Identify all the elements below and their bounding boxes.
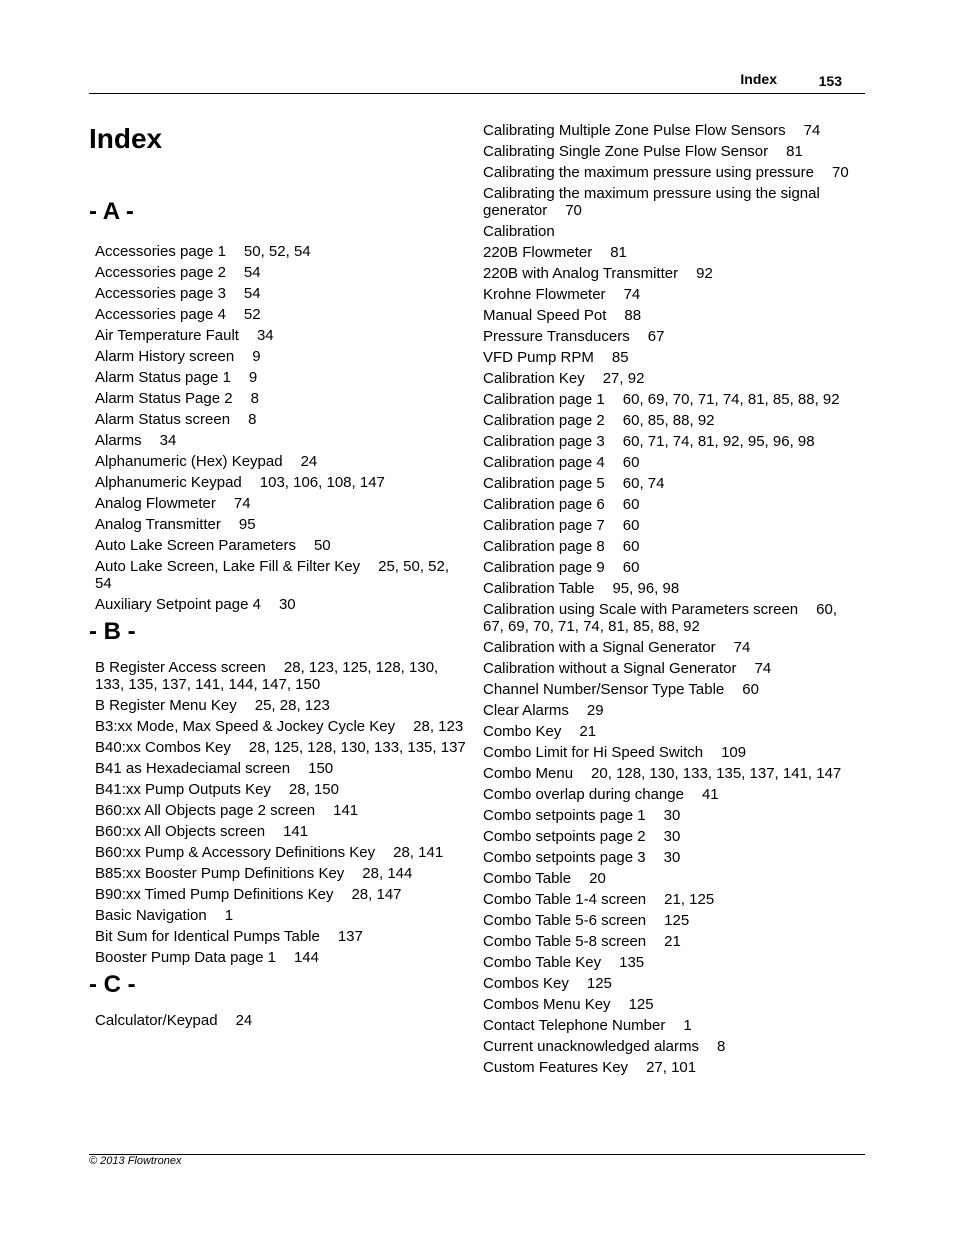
index-entry <box>89 844 467 861</box>
entry-term: 220B Flowmeter <box>483 244 593 261</box>
entry-page-refs[interactable]: 74 <box>733 639 751 656</box>
entry-page-refs[interactable]: 54 <box>243 264 261 281</box>
entry-term: Auto Lake Screen Parameters <box>95 537 296 554</box>
entry-term: B3:xx Mode, Max Speed & Jockey Cycle Key <box>95 718 396 735</box>
entry-page-refs[interactable]: 95 <box>238 516 256 533</box>
entry-term: VFD Pump RPM <box>483 349 594 366</box>
entry-term: Combo Menu <box>483 765 574 782</box>
entry-term: Contact Telephone Number <box>483 1017 666 1034</box>
index-entry <box>483 681 861 698</box>
index-entry <box>483 807 861 824</box>
index-entry <box>89 760 467 777</box>
index-entry <box>89 718 467 735</box>
entry-term: Calibrating the maximum pressure using the signal generator <box>483 185 820 219</box>
index-entry <box>89 390 467 407</box>
entry-page-refs[interactable]: 60 <box>622 517 640 534</box>
index-entry <box>483 143 861 160</box>
entry-page-refs[interactable]: 9 <box>248 369 258 386</box>
entry-term: B Register Access screen <box>95 659 266 676</box>
entry-page-refs[interactable]: 24 <box>235 1012 253 1029</box>
entry-term: Air Temperature Fault <box>95 327 239 344</box>
entry-page-refs[interactable]: 125 <box>664 912 690 929</box>
entry-page-refs[interactable]: 74 <box>233 495 251 512</box>
entry-term: Calibration with a Signal Generator <box>483 639 716 656</box>
entry-page-refs[interactable]: 74 <box>754 660 772 677</box>
entry-term: Channel Number/Sensor Type Table <box>483 681 725 698</box>
index-entry <box>483 538 861 555</box>
entry-term: Accessories page 4 <box>95 306 226 323</box>
index-entry <box>89 697 467 714</box>
entry-term: Alphanumeric Keypad <box>95 474 242 491</box>
index-entry <box>483 870 861 887</box>
entry-term: Analog Transmitter <box>95 516 221 533</box>
index-entry <box>89 495 467 512</box>
index-entry <box>483 702 861 719</box>
entry-term: Bit Sum for Identical Pumps Table <box>95 928 320 945</box>
entry-page-refs[interactable]: 50, 52, 54 <box>243 243 311 260</box>
entry-term: Combo overlap during change <box>483 786 684 803</box>
entry-term: Alarm Status Page 2 <box>95 390 233 407</box>
entry-term: Current unacknowledged alarms <box>483 1038 699 1055</box>
entry-page-refs[interactable]: 28, 125, 128, 130, 133, 135, 137 <box>248 739 466 756</box>
entry-term: Alarms <box>95 432 142 449</box>
entry-term: Calibration Key <box>483 370 585 387</box>
index-entry <box>89 516 467 533</box>
index-entry <box>483 1038 861 1055</box>
entry-term: B90:xx Timed Pump Definitions Key <box>95 886 334 903</box>
entry-term: Krohne Flowmeter <box>483 286 606 303</box>
entry-term: Accessories page 2 <box>95 264 226 281</box>
index-entry <box>89 264 467 281</box>
index-entry <box>483 954 861 971</box>
entry-term: 220B with Analog Transmitter <box>483 265 679 282</box>
index-entry <box>483 185 861 219</box>
index-entry <box>483 660 861 677</box>
index-entry <box>483 122 861 139</box>
index-entry <box>89 739 467 756</box>
entry-page-refs[interactable]: 9 <box>252 348 261 365</box>
index-entry <box>483 164 861 181</box>
index-entry <box>483 975 861 992</box>
entry-term: Calibration page 3 <box>483 433 605 450</box>
index-entry <box>483 765 861 782</box>
entry-page-refs[interactable]: 29 <box>586 702 604 719</box>
entry-term: Clear Alarms <box>483 702 569 719</box>
entry-page-refs[interactable]: 81 <box>786 143 803 160</box>
entry-term: Booster Pump Data page 1 <box>95 949 276 966</box>
index-entry <box>89 949 467 966</box>
index-entry <box>483 391 861 408</box>
section-heading-c: - C - <box>89 971 136 998</box>
entry-page-refs[interactable]: 81 <box>610 244 627 261</box>
entry-page-refs[interactable]: 141 <box>333 802 359 819</box>
entry-term: Combo setpoints page 2 <box>483 828 646 845</box>
entry-term: Calibration page 2 <box>483 412 605 429</box>
index-entry <box>483 1017 861 1034</box>
index-entry <box>483 454 861 471</box>
index-entry <box>89 596 467 613</box>
entry-term: B60:xx Pump & Accessory Definitions Key <box>95 844 376 861</box>
entry-term: Combo Table <box>483 870 572 887</box>
entry-term: Analog Flowmeter <box>95 495 216 512</box>
entry-page-refs[interactable]: 74 <box>623 286 641 303</box>
entry-page-refs[interactable]: 8 <box>716 1038 726 1055</box>
entry-page-refs[interactable]: 25, 28, 123 <box>254 697 330 714</box>
entry-page-refs[interactable]: 34 <box>159 432 177 449</box>
entry-page-refs[interactable]: 21 <box>579 723 597 740</box>
entry-term: Accessories page 1 <box>95 243 226 260</box>
entry-term: Calibration <box>483 223 555 240</box>
entry-term: Calibrating Multiple Zone Pulse Flow Sensors <box>483 122 786 139</box>
entry-page-refs[interactable]: 60, 71, 74, 81, 92, 95, 96, 98 <box>622 433 815 450</box>
entry-term: Accessories page 3 <box>95 285 226 302</box>
entry-term: B60:xx All Objects screen <box>95 823 266 840</box>
entry-page-refs[interactable]: 60, 85, 88, 92 <box>622 412 715 429</box>
page-footer <box>89 1154 865 1167</box>
index-entry <box>89 1012 467 1029</box>
entry-page-refs[interactable]: 27, 92 <box>602 370 645 387</box>
entry-term: B41 as Hexadeciamal screen <box>95 760 291 777</box>
index-entry <box>89 823 467 840</box>
index-entry <box>483 933 861 950</box>
index-entry <box>89 928 467 945</box>
entry-term: B85:xx Booster Pump Definitions Key <box>95 865 345 882</box>
entry-page-refs[interactable]: 21, 125 <box>664 891 715 908</box>
entry-term: Combo setpoints page 1 <box>483 807 646 824</box>
entry-page-refs[interactable]: 28, 144 <box>362 865 413 882</box>
entry-page-refs[interactable]: 28, 123 <box>413 718 464 735</box>
entry-term: B40:xx Combos Key <box>95 739 231 756</box>
entry-page-refs[interactable]: 60 <box>622 538 640 555</box>
entry-term: Combo Limit for Hi Speed Switch <box>483 744 704 761</box>
entry-page-refs[interactable]: 135 <box>619 954 645 971</box>
index-entry <box>89 781 467 798</box>
index-subentry <box>483 244 861 261</box>
entry-term: Calibration page 8 <box>483 538 605 555</box>
entry-term: Calibration page 6 <box>483 496 605 513</box>
index-entry <box>89 306 467 323</box>
entry-page-refs[interactable]: 28, 123, 125, 128, 130, 133, 135, 137, 141, 144, 147, 150 <box>95 659 439 693</box>
entry-term: Combo Table Key <box>483 954 602 971</box>
entry-term: Alarm History screen <box>95 348 235 365</box>
entry-page-refs[interactable]: 70 <box>831 164 849 181</box>
entry-page-refs[interactable]: 30 <box>663 828 681 845</box>
entry-term: Alarm Status screen <box>95 411 231 428</box>
index-entry <box>89 243 467 260</box>
entry-term: Combo setpoints page 3 <box>483 849 646 866</box>
entry-term: Calibration page 9 <box>483 559 605 576</box>
entry-term: Combos Key <box>483 975 569 992</box>
header-title: Index <box>740 71 777 87</box>
index-entry <box>483 723 861 740</box>
entry-term: Combo Key <box>483 723 562 740</box>
entry-page-refs[interactable]: 60 <box>622 496 640 513</box>
entry-page-refs[interactable]: 30 <box>278 596 296 613</box>
entry-page-refs[interactable]: 144 <box>293 949 319 966</box>
entry-page-refs[interactable]: 24 <box>300 453 318 470</box>
page-header <box>89 70 865 94</box>
entry-term: Auto Lake Screen, Lake Fill & Filter Key <box>95 558 361 575</box>
entry-term: B Register Menu Key <box>95 697 237 714</box>
entry-page-refs[interactable]: 74 <box>803 122 821 139</box>
index-entry <box>483 996 861 1013</box>
entry-page-refs[interactable]: 1 <box>224 907 234 924</box>
entry-term: B60:xx All Objects page 2 screen <box>95 802 316 819</box>
index-subentry <box>483 328 861 345</box>
entry-term: Calibration page 4 <box>483 454 605 471</box>
index-entry <box>89 537 467 554</box>
index-column-left <box>89 122 467 1033</box>
index-entry <box>483 412 861 429</box>
entry-page-refs[interactable]: 20, 128, 130, 133, 135, 137, 141, 147 <box>591 765 842 782</box>
index-entry <box>483 828 861 845</box>
entry-page-refs[interactable]: 34 <box>256 327 274 344</box>
entry-page-refs[interactable]: 85 <box>611 349 629 366</box>
entry-page-refs[interactable]: 30 <box>663 807 681 824</box>
entry-term: B41:xx Pump Outputs Key <box>95 781 271 798</box>
index-entry <box>89 369 467 386</box>
index-entry <box>483 433 861 450</box>
entry-page-refs[interactable]: 150 <box>308 760 334 777</box>
entry-page-refs[interactable]: 141 <box>283 823 309 840</box>
index-entry <box>483 496 861 513</box>
index-entry <box>89 432 467 449</box>
entry-page-refs[interactable]: 21 <box>664 933 681 950</box>
entry-page-refs[interactable]: 1 <box>683 1017 692 1034</box>
entry-term: Auxiliary Setpoint page 4 <box>95 596 261 613</box>
entry-term: Combo Table 1-4 screen <box>483 891 647 908</box>
index-entry <box>483 639 861 656</box>
index-entry <box>89 558 467 592</box>
index-entry <box>89 659 467 693</box>
entry-term: Calibrating the maximum pressure using pressure <box>483 164 814 181</box>
index-entry <box>89 802 467 819</box>
entry-page-refs[interactable]: 25, 50, 52, 54 <box>95 558 450 592</box>
index-entry <box>483 475 861 492</box>
index-column-right <box>483 122 861 1080</box>
entry-page-refs[interactable]: 67 <box>647 328 665 345</box>
entry-term: Calibration using Scale with Parameters screen <box>483 601 799 618</box>
index-entry <box>89 411 467 428</box>
entry-page-refs[interactable]: 92 <box>696 265 713 282</box>
entry-page-refs[interactable]: 125 <box>586 975 612 992</box>
entry-page-refs[interactable]: 8 <box>250 390 259 407</box>
section-heading-a: - A - <box>89 198 134 225</box>
entry-term: Calibration page 1 <box>483 391 605 408</box>
entry-page-refs[interactable]: 125 <box>628 996 654 1013</box>
entry-term: Combo Table 5-8 screen <box>483 933 647 950</box>
index-entry <box>483 912 861 929</box>
entry-page-refs[interactable]: 137 <box>337 928 363 945</box>
index-entry <box>89 348 467 365</box>
entry-term: Alarm Status page 1 <box>95 369 231 386</box>
page-title: Index <box>89 123 163 154</box>
entry-term: Basic Navigation <box>95 907 207 924</box>
index-entry <box>483 744 861 761</box>
entry-page-refs[interactable]: 28, 141 <box>393 844 444 861</box>
index-subentry <box>483 265 861 282</box>
entry-page-refs[interactable]: 60 <box>742 681 759 698</box>
entry-page-refs[interactable]: 54 <box>243 285 261 302</box>
entry-term: Manual Speed Pot <box>483 307 607 324</box>
entry-term: Calibration page 5 <box>483 475 605 492</box>
index-entry <box>89 453 467 470</box>
index-entry <box>483 517 861 534</box>
entry-page-refs[interactable]: 60, 69, 70, 71, 74, 81, 85, 88, 92 <box>622 391 840 408</box>
entry-page-refs[interactable]: 52 <box>243 306 261 323</box>
index-subentry <box>483 307 861 324</box>
entry-page-refs[interactable]: 41 <box>701 786 719 803</box>
entry-term: Custom Features Key <box>483 1059 629 1076</box>
index-entry <box>483 370 861 387</box>
entry-page-refs[interactable]: 60 <box>622 559 640 576</box>
entry-page-refs[interactable]: 88 <box>624 307 642 324</box>
entry-page-refs[interactable]: 60, 67, 69, 70, 71, 74, 81, 85, 88, 92 <box>483 601 838 635</box>
entry-page-refs[interactable]: 28, 147 <box>351 886 402 903</box>
index-entry <box>483 601 861 635</box>
index-entry <box>483 223 861 240</box>
entry-term: Combo Table 5-6 screen <box>483 912 647 929</box>
index-entry <box>89 907 467 924</box>
entry-term: Calibration Table <box>483 580 595 597</box>
index-entry <box>483 786 861 803</box>
entry-page-refs[interactable]: 30 <box>663 849 681 866</box>
entry-term: Pressure Transducers <box>483 328 630 345</box>
page-number: 153 <box>818 73 842 89</box>
entry-page-refs[interactable]: 28, 150 <box>288 781 339 798</box>
index-entry <box>89 285 467 302</box>
index-entry <box>483 1059 861 1076</box>
entry-term: Combos Menu Key <box>483 996 611 1013</box>
index-entry <box>483 891 861 908</box>
entry-page-refs[interactable]: 8 <box>248 411 257 428</box>
index-subentry <box>483 349 861 366</box>
index-entry <box>89 327 467 344</box>
entry-page-refs[interactable]: 20 <box>589 870 606 887</box>
entry-term: Calibration page 7 <box>483 517 605 534</box>
index-entry <box>483 580 861 597</box>
index-entry <box>89 865 467 882</box>
copyright-text: © 2013 Flowtronex <box>89 1155 182 1167</box>
index-entry <box>483 849 861 866</box>
entry-term: Calculator/Keypad <box>95 1012 218 1029</box>
index-subentry <box>483 286 861 303</box>
entry-page-refs[interactable]: 70 <box>565 202 582 219</box>
index-entry <box>483 559 861 576</box>
entry-page-refs[interactable]: 50 <box>313 537 331 554</box>
entry-term: Calibrating Single Zone Pulse Flow Sensor <box>483 143 769 160</box>
entry-page-refs[interactable]: 60, 74 <box>622 475 665 492</box>
index-entry <box>89 474 467 491</box>
entry-page-refs[interactable]: 27, 101 <box>646 1059 697 1076</box>
entry-term: Alphanumeric (Hex) Keypad <box>95 453 283 470</box>
section-heading-b: - B - <box>89 618 136 645</box>
entry-page-refs[interactable]: 109 <box>721 744 747 761</box>
entry-page-refs[interactable]: 60 <box>622 454 640 471</box>
entry-term: Calibration without a Signal Generator <box>483 660 737 677</box>
entry-page-refs[interactable]: 95, 96, 98 <box>612 580 680 597</box>
index-entry <box>89 886 467 903</box>
entry-page-refs[interactable]: 103, 106, 108, 147 <box>259 474 385 491</box>
